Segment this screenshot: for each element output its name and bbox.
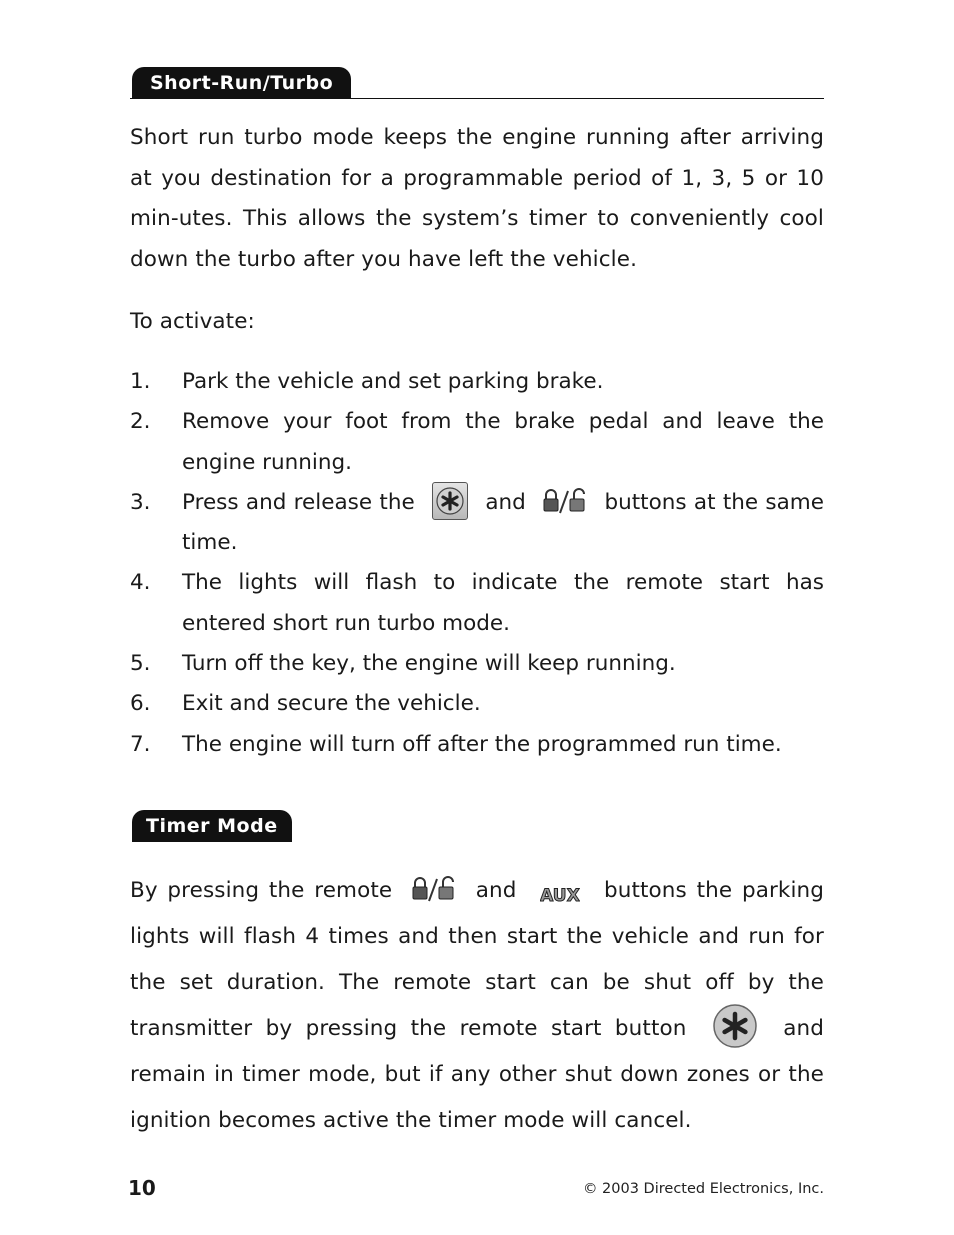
section-header-timer bbox=[130, 810, 824, 842]
aux-icon bbox=[540, 877, 581, 906]
step-text: Park the vehicle and set parking brake. bbox=[182, 369, 604, 394]
step-number: 5. bbox=[130, 651, 151, 677]
remote-start-star-icon bbox=[432, 482, 468, 520]
section-header-turbo bbox=[130, 67, 824, 99]
step-number: 3. bbox=[130, 489, 151, 515]
list-item bbox=[130, 684, 824, 724]
timer-text: and bbox=[475, 878, 517, 903]
activation-steps bbox=[130, 362, 824, 765]
timer-text: buttons the parking lights will flash 4 times and then start the vehicle and run for the set duration. The remote start can be shut off by the transmitter by pressing the remote start button bbox=[130, 878, 825, 1041]
lock-unlock-icon bbox=[541, 486, 589, 516]
timer-text: and remain in timer mode, but if any other shut down zones or the ignition becomes active the timer mode will cancel. bbox=[130, 1016, 825, 1133]
step-text: Exit and secure the vehicle. bbox=[182, 691, 481, 717]
step-number: 2. bbox=[130, 409, 151, 435]
step-text: Turn off the key, the engine will keep running. bbox=[182, 651, 676, 677]
timer-paragraph bbox=[130, 868, 824, 1144]
remote-start-star-icon bbox=[712, 1003, 758, 1049]
page-number: 10 bbox=[128, 1176, 156, 1200]
list-item bbox=[130, 725, 824, 765]
copyright: © 2003 Directed Electronics, Inc. bbox=[582, 1181, 824, 1197]
step-text: and bbox=[485, 489, 526, 515]
timer-text: By pressing the remote bbox=[130, 878, 393, 903]
step-text: Remove your foot from the brake pedal and leave the engine running. bbox=[182, 409, 824, 475]
turbo-intro: Short run turbo mode keeps the engine running after arriving at you destination for a programmable period of 1, 3, 5 or 10 min-utes. This allows the system’s timer to conveniently cool down the turbo after you have left the vehicle. bbox=[130, 125, 824, 272]
step-text: The engine will turn off after the programmed run time. bbox=[182, 731, 782, 757]
section-title-timer: Timer Mode bbox=[132, 810, 292, 842]
section-rule bbox=[130, 98, 824, 99]
list-item bbox=[130, 644, 824, 684]
list-item bbox=[130, 483, 824, 564]
step-text: buttons at the same time. bbox=[182, 489, 824, 556]
aux-label: AUX bbox=[540, 886, 581, 906]
lock-unlock-icon bbox=[410, 874, 458, 904]
list-item bbox=[130, 563, 824, 644]
activate-label: To activate: bbox=[130, 309, 255, 334]
step-number: 1. bbox=[130, 369, 151, 394]
step-number: 6. bbox=[130, 691, 151, 717]
step-text: The lights will flash to indicate the remote start has entered short run turbo mode. bbox=[182, 570, 824, 636]
step-text: Press and release the bbox=[182, 489, 415, 515]
step-number: 4. bbox=[130, 570, 151, 596]
list-item bbox=[130, 362, 824, 402]
step-number: 7. bbox=[130, 731, 151, 757]
list-item bbox=[130, 402, 824, 483]
section-title-turbo: Short-Run/Turbo bbox=[132, 67, 351, 99]
